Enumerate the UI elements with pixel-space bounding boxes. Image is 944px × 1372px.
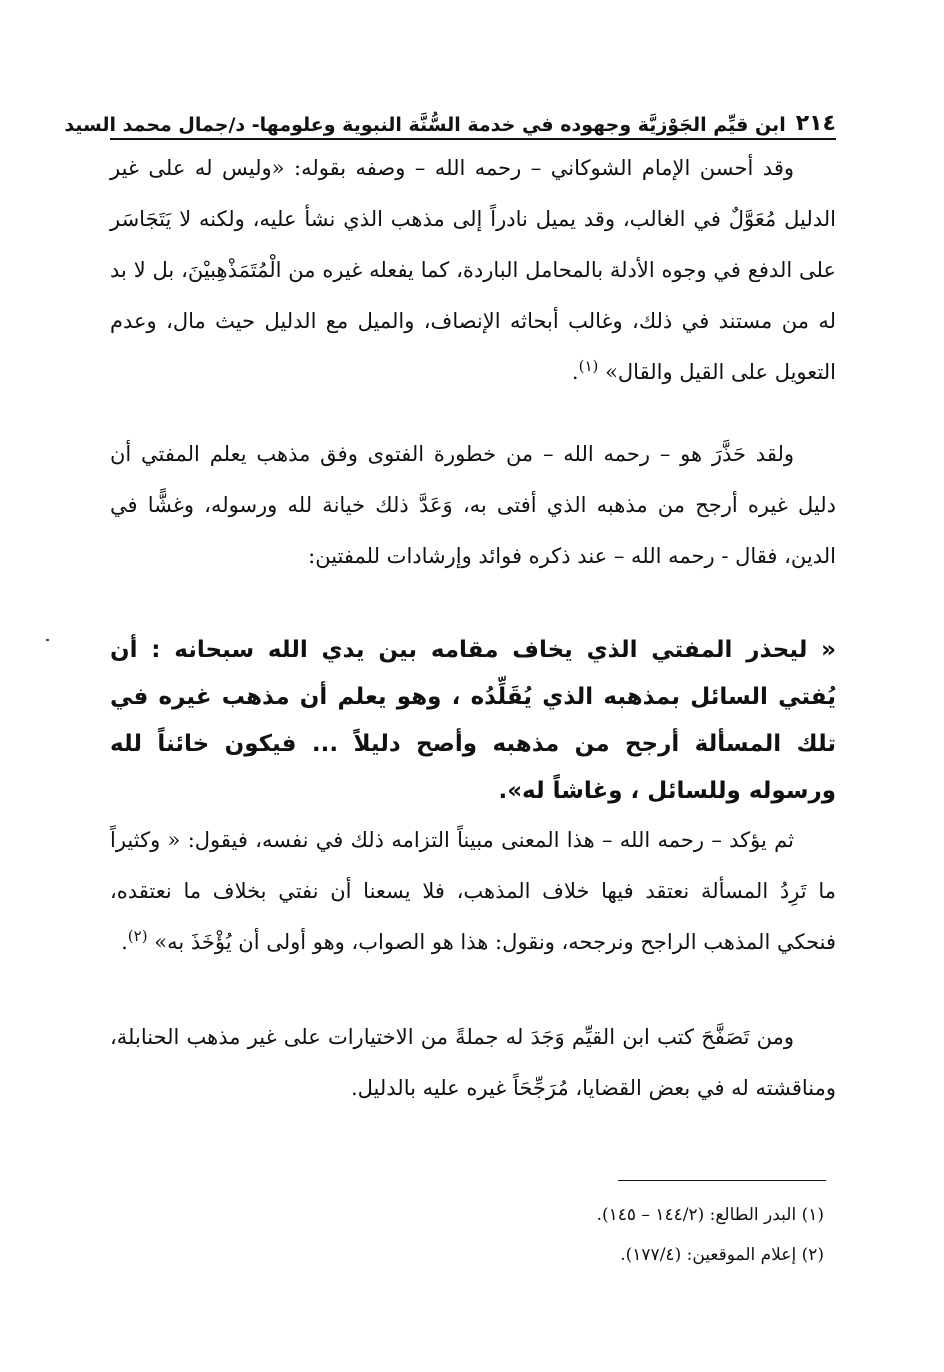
footnote-ref-2: (٢): [127, 927, 148, 945]
paragraph-confirmation: [110, 815, 836, 968]
footnote-1: (١) البدر الطالع: (١٤٤/٢ – ١٤٥).: [596, 1205, 824, 1225]
header-rule: [110, 138, 836, 140]
paragraph-text: وقد أحسن الإمام الشوكاني – رحمه الله – وصفه بقوله: «وليس له على غير الدليل مُعَوَّلٌ في الغالب، وقد يميل نادراً إلى مذهب الذي نشأ عليه، ولكنه لا يَتَجَاسَر على الدفع في وجوه الأدلة بالمحامل الباردة، كما يفعله غيره من الْمُتَمَذْهِبيْنَ، بل لا بد له من مستند في ذلك، وغالب أبحاثه الإنصاف، والميل مع الدليل حيث مال، وعدم التعويل على القيل والقال»: [110, 156, 836, 384]
block-quote: « ليحذر المفتي الذي يخاف مقامه بين يدي الله سبحانه : أن يُفتي السائل بمذهبه الذي يُقَلِّدُه ، وهو يعلم أن مذهب غيره في تلك المسألة أرجح من مذهبه وأصح دليلاً ... فيكون خائناً لله ورسوله وللسائل ، وغاشاً له».: [110, 637, 836, 804]
footnote-ref-1: (١): [578, 357, 599, 375]
running-title: ابن قيِّم الجَوْزيَّة وجهوده في خدمة السُّنَّة النبوية وعلومها- د/جمال محمد السيد: [64, 114, 786, 136]
paragraph-shawkani: [110, 143, 836, 398]
period: .: [121, 930, 128, 954]
paragraph-warning: ولقد حَذَّرَ هو – رحمه الله – من خطورة الفتوى وفق مذهب يعلم المفتي أن دليل غيره أرجح من مذهبه الذي أفتى به، وَعَدَّ ذلك خيانة لله ورسوله، وغشًّا في الدين، فقال - رحمه الله – عند ذكره فوائد وإرشادات للمفتين:: [110, 442, 836, 568]
page-header: [64, 96, 836, 136]
paragraph-text: ثم يؤكد – رحمه الله – هذا المعنى مبيناً التزامه ذلك في نفسه، فيقول: « وكثيراً ما تَرِدُ المسألة نعتقد فيها خلاف المذهب، فلا يسعنا أن نفتي بخلاف ما نعتقده، فنحكي المذهب الراجح ونرجحه، ونقول: هذا هو الصواب، وهو أولى أن يُؤْخَذَ به»: [110, 828, 836, 954]
page-number: ٢١٤: [795, 111, 836, 136]
footnote-2: (٢) إعلام الموقعين: (١٧٧/٤).: [620, 1245, 824, 1265]
footnote-separator: [618, 1180, 826, 1181]
scan-speck: [46, 639, 49, 641]
period: .: [571, 360, 579, 384]
paragraph-ibn-qayyim-choices: ومن تَصَفَّحَ كتب ابن القيِّم وَجَدَ له جملةً من الاختيارات على غير مذهب الحنابلة، ومناقشته له في بعض القضايا، مُرَجِّحَاً غيره عليه بالدليل.: [110, 1025, 836, 1100]
